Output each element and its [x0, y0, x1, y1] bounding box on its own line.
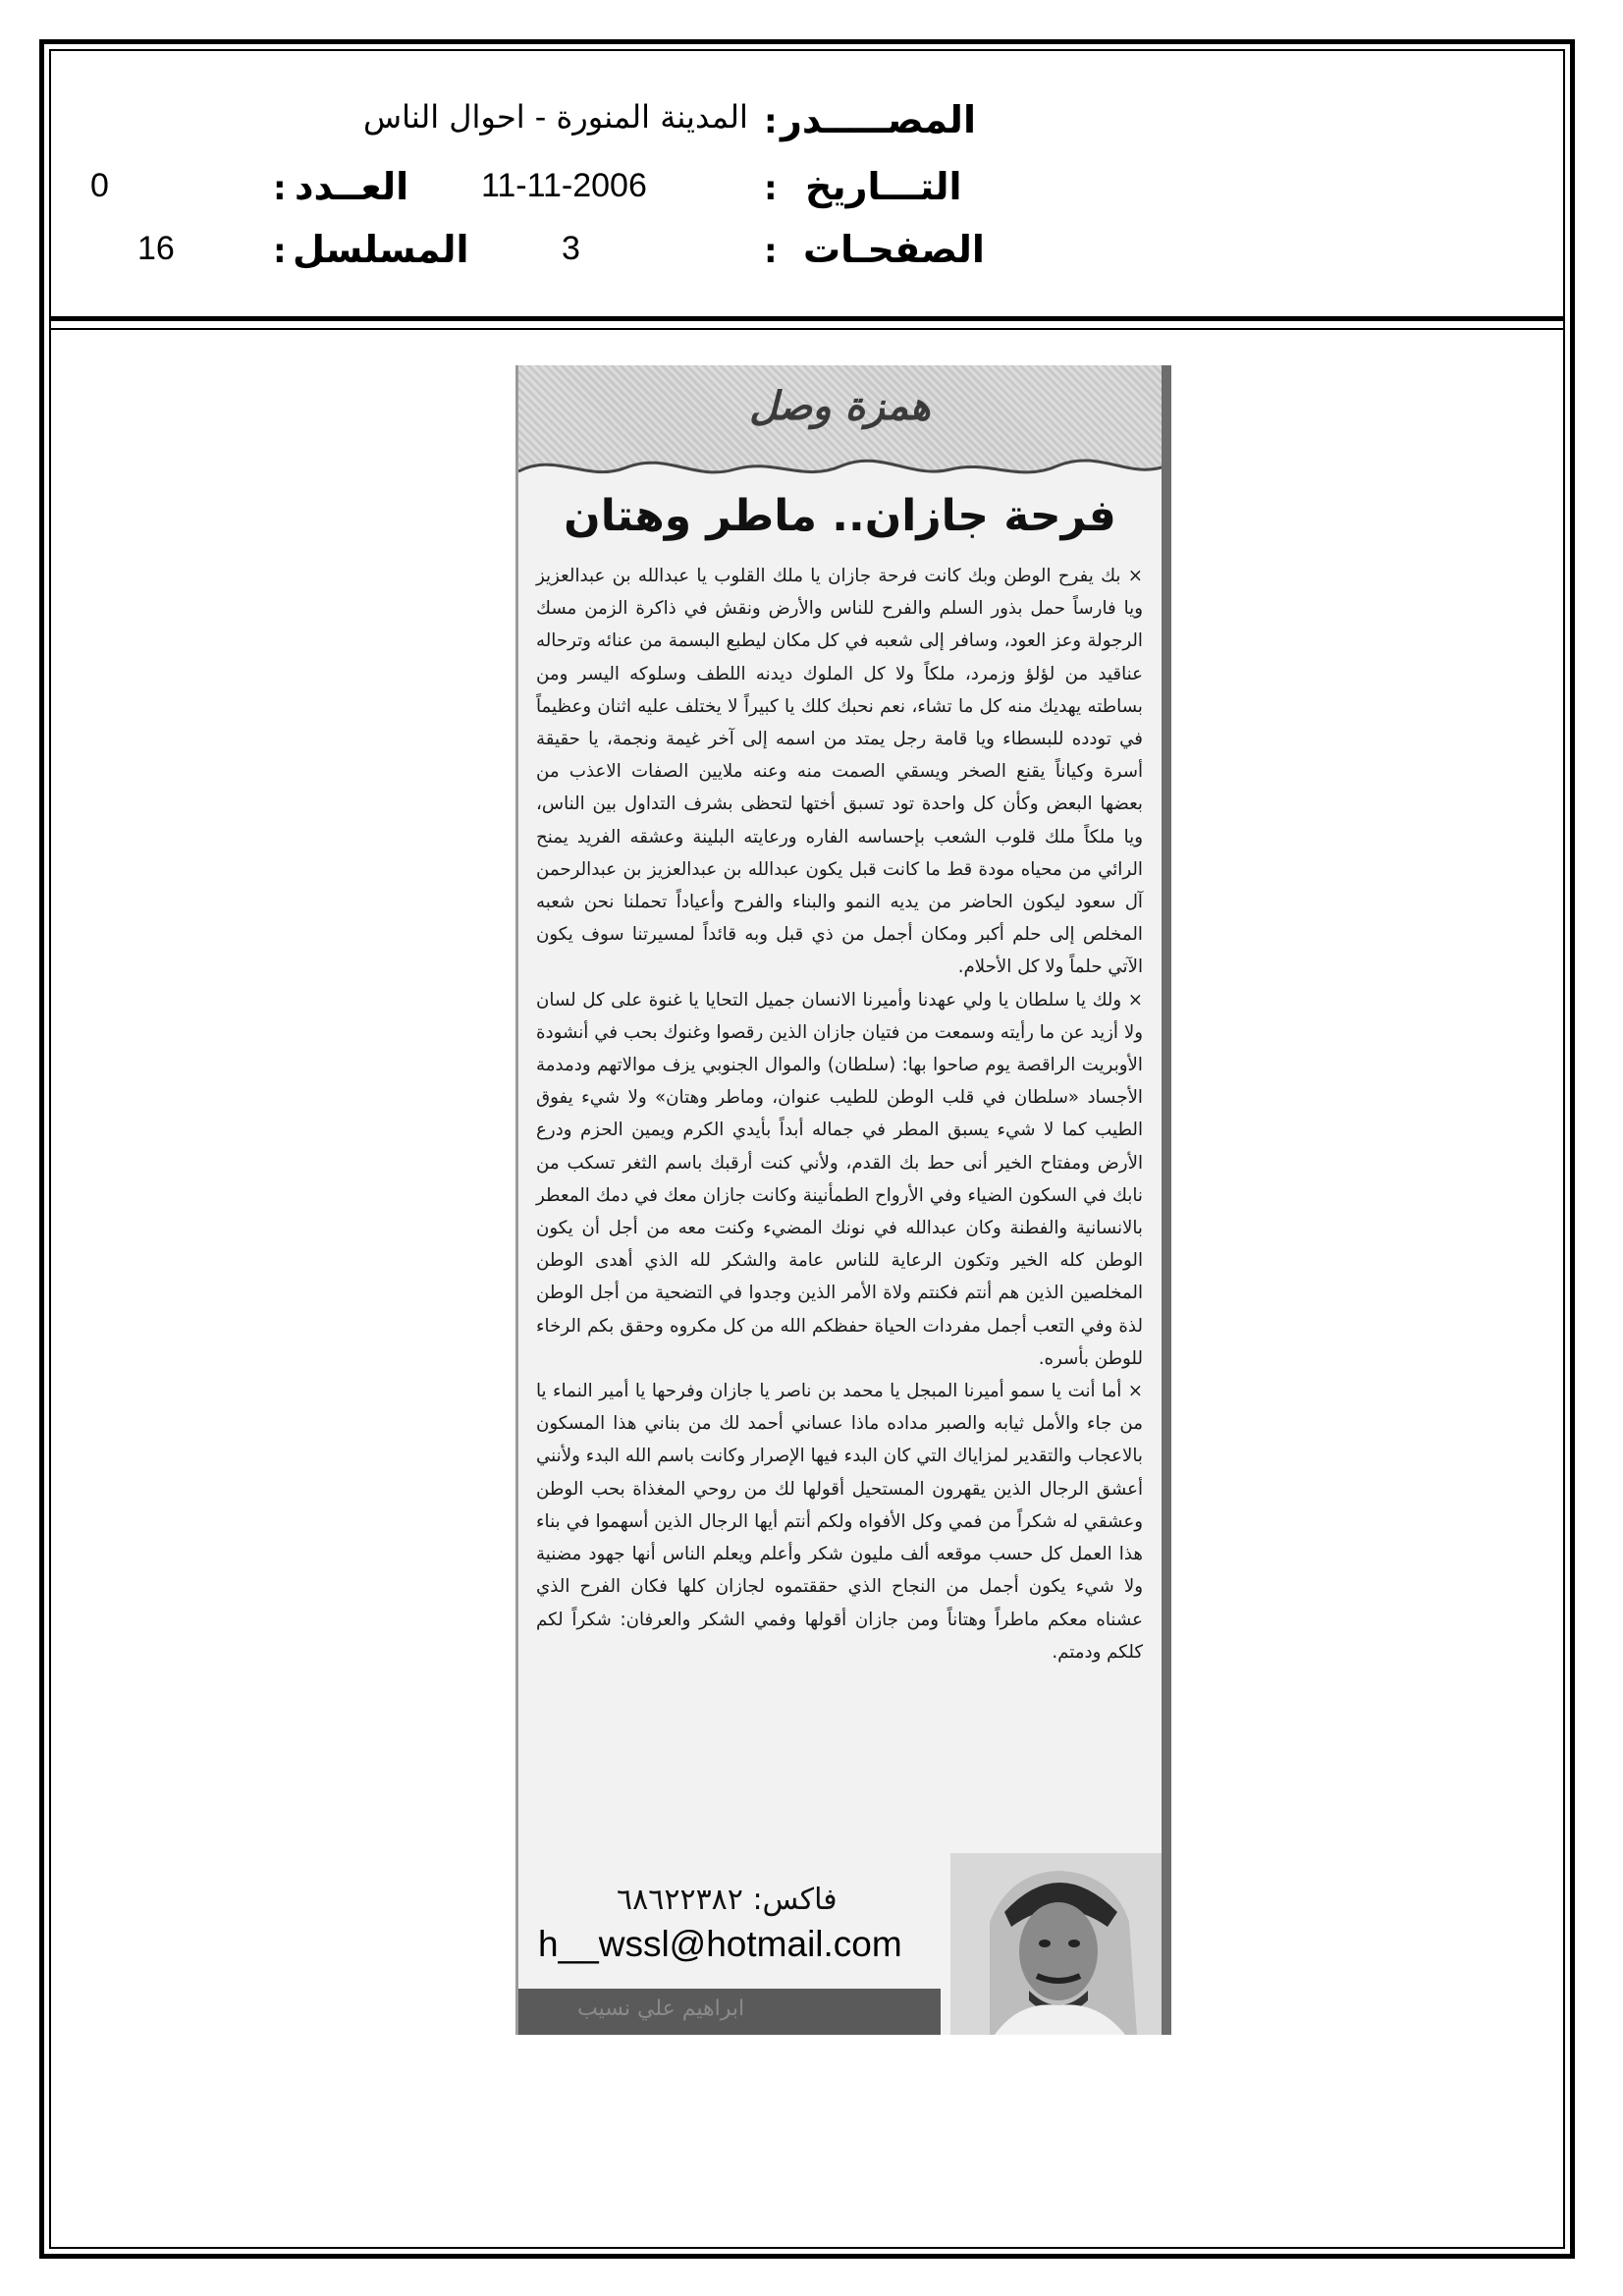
serial-value: 16	[137, 230, 175, 267]
author-email: h__wssl@hotmail.com	[538, 1924, 902, 1964]
newspaper-clipping	[515, 365, 1171, 2035]
article-body	[536, 560, 1143, 1668]
date-label: التـــاريخ	[805, 165, 962, 208]
author-contact-block	[518, 1883, 1162, 2035]
source-colon: :	[764, 102, 778, 141]
serial-label: المسلسل	[293, 228, 469, 271]
pages-colon: :	[764, 232, 778, 271]
article-headline: فرحة جازان.. ماطر وهتان	[564, 491, 1116, 541]
article-paragraph-1: × بك يفرح الوطن وبك كانت فرحة جازان يا ملك القلوب يا عبدالله بن عبدالعزيز ويا فارساً حمل بذور السلم والفرح للناس والأرض ونقش في ذاكرة الزمن مسك الرجولة وعز العود، وسافر إلى شعبه في كل مكان ليطبع البسمة من عنائه وترحاله عناقيد من لؤلؤ وزمرد، ملكاً ولا كل الملوك ديدنه اللطف وسلوكه اليسر ومن بساطته يهديك منه كل ما تشاء، نعم نحبك كلك يا كبيراً لا يختلف عليه اثنان وعظيماً في تودده للبسطاء ويا قامة رجل يمتد من اسمه إلى آخر غيمة ونجمة، يا حقيقة أسرة وكياناً يقنع الصخر ويسقي الصمت منه وعنه ملايين الصفات الاعذب من بعضها البعض وكأن كل واحدة تود تسبق أختها لتحظى بشرف التداول بين الناس، ويا ملكاً ملك قلوب الشعب بإحساسه الفاره ورعايته البلينة وعشقه الفريد يمنح الرائي من محياه مودة قط ما كانت قبل يكون عبدالله بن عبدالعزيز بن عبدالرحمن آل سعود ليكون الحاضر من يديه النمو والبناء والفرح وأعياداً تحملنا نحن شعبه المخلص إلى حلم أكبر ومكان أجمل من ذي قبل وبه قائداً لمسيرتنا سوف يكون الآتي حلماً ولا كل الأحلام.	[536, 566, 1143, 978]
issue-value: 0	[90, 167, 109, 204]
pages-label: الصفحـات	[803, 228, 985, 271]
article-paragraph-2: × ولك يا سلطان يا ولي عهدنا وأميرنا الانسان جميل التحايا يا غنوة على كل لسان ولا أزيد عن ما رأيته وسمعت من فتيان جازان الذين رقصوا وغنوك بحب في أنشودة الأوبريت الراقصة يوم صاحوا بها: (سلطان) والموال الجنوبي يزف موالاتهم ودمدمة الأجساد «سلطان في قلب الوطن للطيب عنوان، وماطر وهتان» ولا شيء يفوق الطيب كما لا شيء يسبق المطر في جماله أبداً بأيدي الكرم ويمين الحزم ودرع الأرض ومفتاح الخير أنى حط بك القدم، ولأني كنت أرقبك باسم الثغر تسكب من نابك في السكون الضياء وفي الأرواح الطمأنينة وكانت جازان معك في دمك المعطر بالانسانية والفطنة وكان عبدالله في نونك المضيء وكنت معه من أجل أن يكون الوطن كله الخير وتكون الرعاية للناس عامة والشكر لله الذي أهدى الوطن المخلصين الذين هم أنتم فكنتم ولاة الأمر الذين وجدوا في التضحية من أجل الوطن لذة وفي التعب أجمل مفردات الحياة حفظكم الله من كل مكروه وحقق بكم الرخاء للوطن بأسره.	[536, 989, 1143, 1369]
date-colon: :	[764, 169, 778, 208]
issue-colon: :	[273, 169, 287, 208]
header-divider	[49, 316, 1565, 321]
fax-number: فاكس: ٦٨٦٢٢٣٨٢	[617, 1883, 838, 1917]
source-label: المصـــــدر	[781, 98, 976, 141]
author-byline: ابراهيم علي نسيب	[577, 1996, 745, 2021]
byline-bar	[518, 1989, 941, 2035]
date-value: 11-11-2006	[481, 167, 647, 204]
header-divider-thin	[49, 328, 1565, 330]
author-photo	[950, 1853, 1162, 2035]
issue-label: العــدد	[295, 165, 409, 208]
source-value: المدينة المنورة - احوال الناس	[363, 98, 748, 136]
serial-colon: :	[273, 232, 287, 271]
column-title: همزة وصل	[749, 383, 931, 429]
pages-value: 3	[562, 230, 580, 267]
article-paragraph-3: × أما أنت يا سمو أميرنا المبجل يا محمد بن ناصر يا جازان وفرحها يا أمير النماء يا من جاء والأمل ثيابه والصبر مداده ماذا عساني أحمد لك من بناني هذا المسكون بالاعجاب والتقدير لمزاياك التي كان البدء فيها الإصرار وكانت باسم الله البدء ولأنني أعشق الرجال الذين يقهرون المستحيل أقولها لك من روحي المغذاة بحب الوطن وعشقي له شكراً من فمي وكل الأفواه ولكم أنتم أيها الرجال الذين أسهموا في بناء هذا العمل كل حسب موقعه ألف مليون شكر وأعلم ويعلم الناس أنها جهود مضنية ولا شيء يكون أجمل من النجاح الذي حققتموه لجازان كلها فكان الفرح الذي عشناه معكم ماطراً وهتاناً ومن جازان أقولها وفمي الشكر والعرفان: شكراً لكم كلكم ودمتم.	[536, 1381, 1143, 1663]
